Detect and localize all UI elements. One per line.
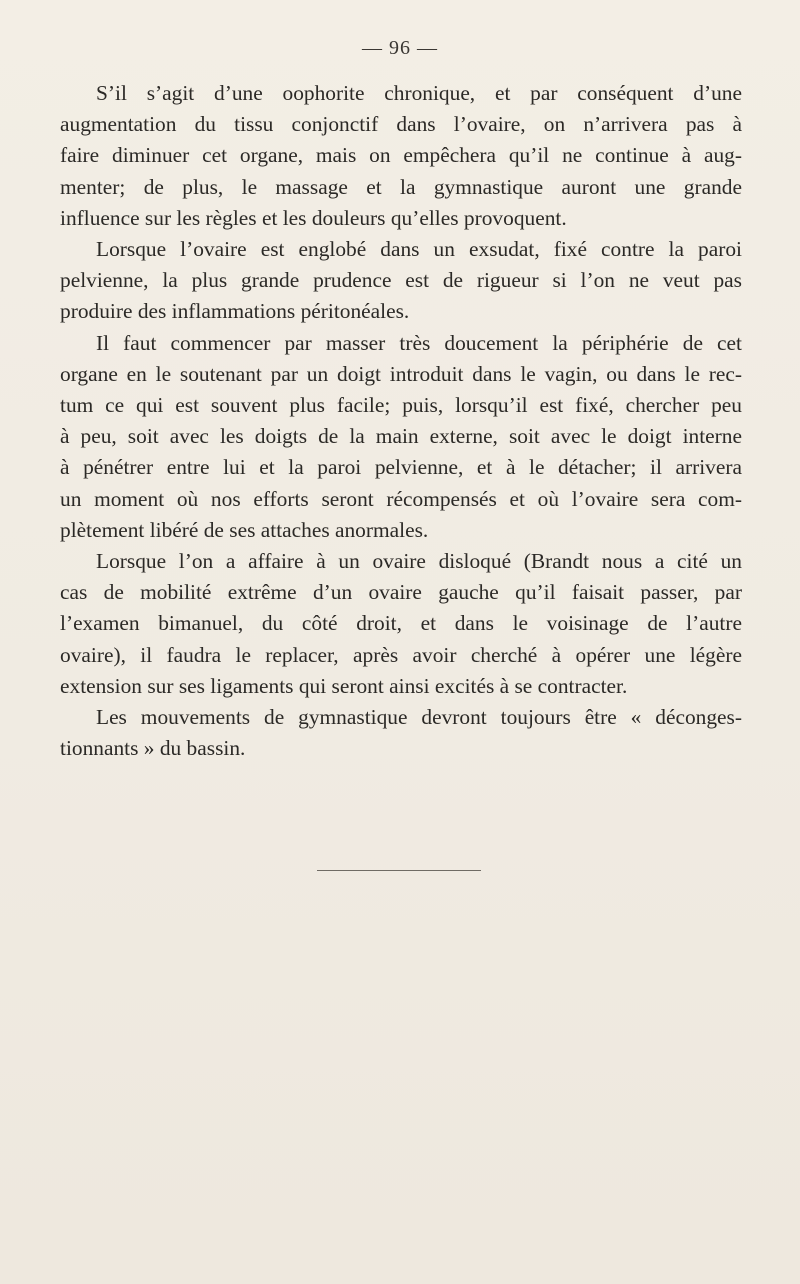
- text-line: augmentation du tissu conjonctif dans l’ovaire, on n’arrivera pas à: [60, 112, 742, 137]
- text-line: faire diminuer cet organe, mais on empêchera qu’il ne continue à aug-: [60, 143, 742, 168]
- text-line: ovaire), il faudra le replacer, après avoir cherché à opérer une légère: [60, 642, 742, 667]
- text-line: influence sur les règles et les douleurs qu’elles provoquent.: [60, 205, 567, 230]
- text-line: Lorsque l’ovaire est englobé dans un exsudat, fixé contre la paroi: [96, 237, 742, 262]
- text-line: tionnants » du bassin.: [60, 736, 246, 761]
- text-line: Il faut commencer par masser très doucement la périphérie de cet: [96, 330, 742, 355]
- paragraph-5: [60, 702, 742, 764]
- text-line: Lorsque l’on a affaire à un ovaire disloqué (Brandt nous a cité un: [96, 549, 742, 574]
- paragraph-1: [60, 78, 742, 234]
- text-line: extension sur ses ligaments qui seront ainsi excités à se contracter.: [60, 673, 628, 698]
- paragraph-4: [60, 546, 742, 702]
- text-line: l’examen bimanuel, du côté droit, et dans le voisinage de l’autre: [60, 611, 742, 636]
- text-line: un moment où nos efforts seront récompensés et où l’ovaire sera com-: [60, 486, 742, 511]
- text-line: menter; de plus, le massage et la gymnastique auront une grande: [60, 174, 742, 199]
- text-line: plètement libéré de ses attaches anormales.: [60, 517, 429, 542]
- end-rule: [317, 870, 481, 871]
- page-number: — 96 —: [362, 37, 438, 59]
- text-line: produire des inflammations péritonéales.: [60, 299, 410, 324]
- text-line: S’il s’agit d’une oophorite chronique, et par conséquent d’une: [96, 81, 742, 105]
- body-text: [60, 78, 742, 764]
- paragraph-2: [60, 234, 742, 328]
- text-line: Les mouvements de gymnastique devront toujours être « déconges-: [96, 705, 742, 730]
- text-line: tum ce qui est souvent plus facile; puis, lorsqu’il est fixé, chercher peu: [60, 393, 742, 418]
- text-line: à peu, soit avec les doigts de la main externe, soit avec le doigt interne: [60, 424, 742, 449]
- text-line: à pénétrer entre lui et la paroi pelvienne, et à le détacher; il arrivera: [60, 455, 742, 480]
- text-line: pelvienne, la plus grande prudence est de rigueur si l’on ne veut pas: [60, 268, 742, 293]
- text-line: organe en le soutenant par un doigt introduit dans le vagin, ou dans le rec-: [60, 361, 742, 386]
- text-line: cas de mobilité extrême d’un ovaire gauche qu’il faisait passer, par: [60, 580, 742, 605]
- paragraph-3: [60, 328, 742, 546]
